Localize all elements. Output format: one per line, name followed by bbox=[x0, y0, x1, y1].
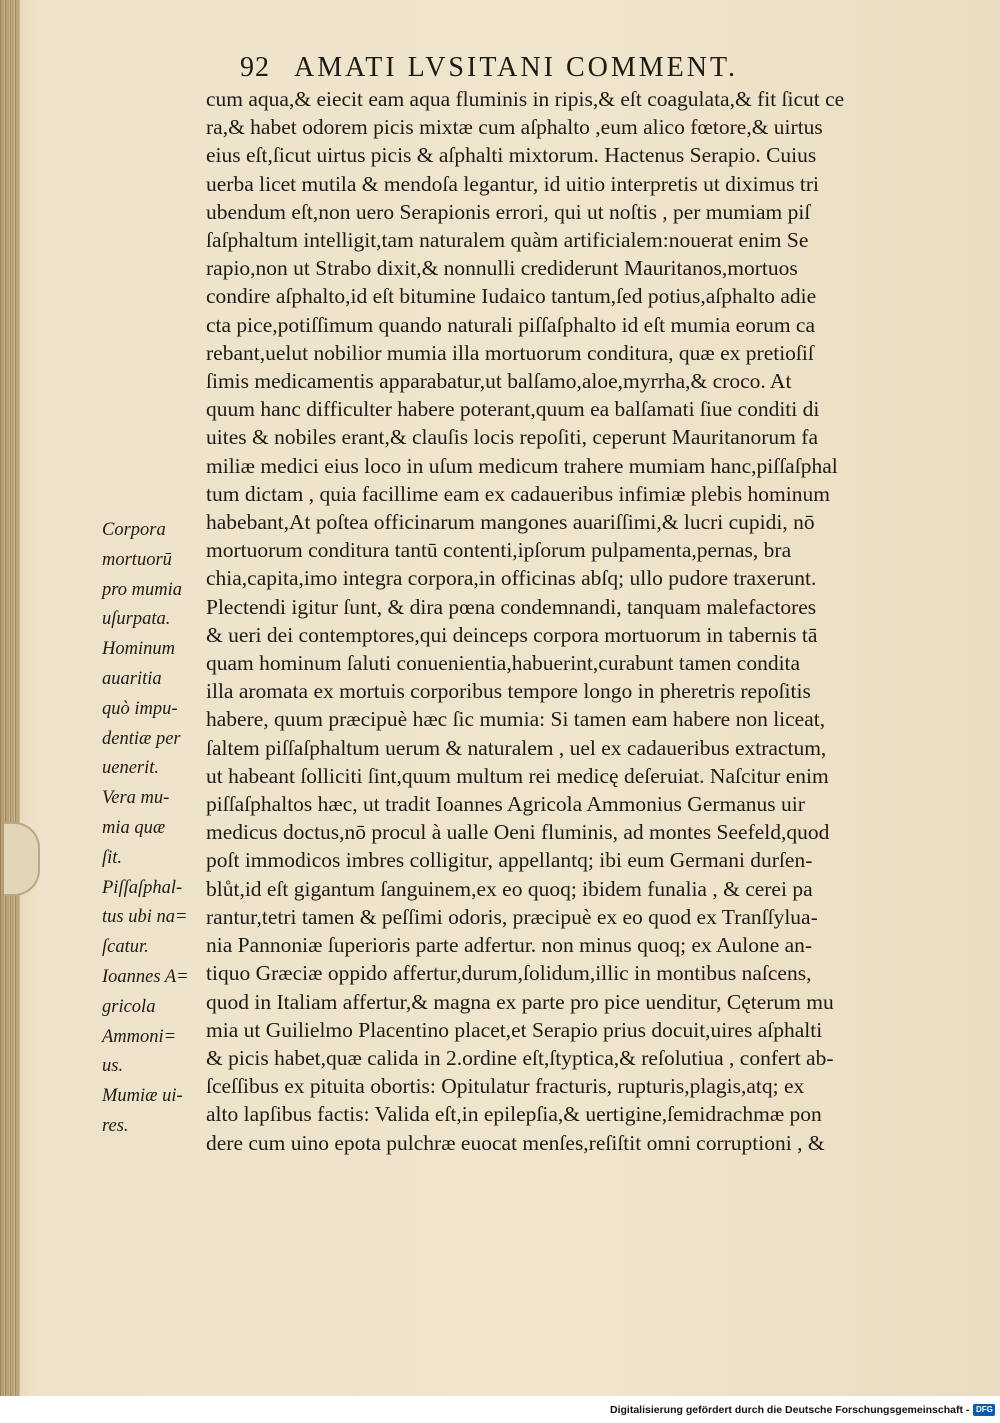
margin-note-line: quò impu- bbox=[102, 698, 178, 719]
text-line: Plectendi igitur ſunt, & dira pœna condemnandi, tanquam malefactores bbox=[206, 594, 817, 619]
margin-note-line: Hominum bbox=[102, 639, 175, 660]
margin-note-line: pro mumia bbox=[102, 579, 182, 600]
text-line: ſimis medicamentis apparabatur,ut balſamo,aloe,myrrha,& croco. At bbox=[206, 369, 792, 394]
text-line: medicus doctus,nō procul à ualle Oeni fluminis, ad montes Seefeld,quod bbox=[206, 820, 830, 845]
text-line: rantur,tetri tamen & peſſimi odoris, præcipuè ex eo quod ex Tranſſylua- bbox=[206, 904, 818, 929]
margin-note-line: Mumiæ ui- bbox=[102, 1086, 183, 1107]
margin-note-line: Ioannes A= bbox=[102, 966, 189, 987]
text-line: condire aſphalto,id eſt bitumine Iudaico tantum,ſed potius,aſphalto adie bbox=[206, 284, 817, 309]
book-binding-edge bbox=[0, 0, 20, 1396]
text-line: miliæ medici eius loco in uſum medicum trahere mumiam hanc,piſſaſphal bbox=[206, 453, 838, 478]
text-line: alto lapſibus factis: Valida eſt,in epilepſia,& uertigine,ſemidrachmæ pon bbox=[206, 1102, 822, 1127]
margin-notes bbox=[102, 516, 210, 1142]
text-line: illa aromata ex mortuis corporibus tempore longo in pheretris repoſitis bbox=[206, 679, 811, 704]
text-line: tum dictam , quia facillime eam ex cadaueribus infimiæ plebis hominum bbox=[206, 481, 830, 506]
text-line: quum hanc difficulter habere poterant,quum ea balſamati ſiue conditi di bbox=[206, 397, 820, 422]
text-line: mortuorum conditura tantū contenti,ipſorum pulpamenta,pernas, bra bbox=[206, 538, 792, 563]
text-line: habebant,At poſtea officinarum mangones auariſſimi,& lucri cupidi, nō bbox=[206, 510, 815, 535]
margin-note-line: ſcatur. bbox=[102, 937, 149, 958]
margin-note-line: mia quæ bbox=[102, 817, 166, 838]
text-line: ra,& habet odorem picis mixtæ cum aſphalto ,eum alico fœtore,& uirtus bbox=[206, 115, 823, 140]
dfg-logo-icon: DFG bbox=[973, 1404, 995, 1416]
text-line: habere, quum præcipuè hæc ſic mumia: Si tamen eam habere non liceat, bbox=[206, 707, 826, 732]
text-line: quod in Italiam affertur,& magna ex parte pro pice uenditur, Cęterum mu bbox=[206, 989, 834, 1014]
text-line: ſceſſibus ex pituita obortis: Opitulatur fracturis, rupturis,plagis,atq; ex bbox=[206, 1074, 805, 1099]
margin-note-line: tus ubi na= bbox=[102, 907, 188, 928]
margin-note-line: Piſſaſphal- bbox=[102, 877, 183, 898]
text-line: uites & nobiles erant,& clauſis locis repoſiti, ceperunt Mauritanorum fa bbox=[206, 425, 818, 450]
margin-note-line: uſurpata. bbox=[102, 609, 171, 630]
margin-note-line: Vera mu- bbox=[102, 788, 170, 809]
running-title: AMATI LVSITANI COMMENT. bbox=[294, 52, 738, 83]
text-line: rapio,non ut Strabo dixit,& nonnulli crediderunt Mauritanos,mortuos bbox=[206, 256, 798, 281]
margin-note-line: res. bbox=[102, 1115, 129, 1136]
text-line: & ueri dei contemptores,qui deinceps corpora mortuorum in tabernis tā bbox=[206, 622, 818, 647]
text-line: cum aqua,& eiecit eam aqua fluminis in ripis,& eſt coagulata,& fit ſicut ce bbox=[206, 87, 845, 111]
digitization-credit bbox=[610, 1404, 993, 1422]
text-line: tiquo Græciæ oppido affertur,durum,ſolidum,illic in montibus naſcens, bbox=[206, 961, 812, 986]
text-line: & picis habet,quæ calida in 2.ordine eſt,ſtyptica,& reſolutiua , confert ab- bbox=[206, 1045, 834, 1070]
text-line: uerba licet mutila & mendoſa legantur, id uitio interpretis ut diximus tri bbox=[206, 171, 819, 196]
text-line: blůt,id eſt gigantum ſanguinem,ex eo quoq; ibidem funalia , & cerei pa bbox=[206, 876, 813, 901]
margin-note-line: ſit. bbox=[102, 847, 123, 868]
text-line: ut habeant ſolliciti ſint,quum multum rei medicę deſeruiat. Naſcitur enim bbox=[206, 763, 829, 788]
margin-note-line: Ammoni= bbox=[102, 1026, 177, 1047]
page-tab-mark bbox=[4, 822, 40, 896]
text-line: poſt immodicos imbres colligitur, appellantq; ibi eum Germani durſen- bbox=[206, 848, 813, 873]
text-line: dere cum uino epota pulchræ euocat menſes,reſiſtit omni corruptioni , & bbox=[206, 1130, 825, 1155]
text-line: chia,capita,imo integra corpora,in officinas abſq; ullo pudore traxerunt. bbox=[206, 566, 817, 591]
margin-note-line: gricola bbox=[102, 996, 156, 1017]
text-line: nia Pannoniæ ſuperioris parte adfertur. non minus quoq; ex Aulone an- bbox=[206, 933, 813, 958]
footer-credit-text: Digitalisierung gefördert durch die Deutsche Forschungsgemeinschaft - bbox=[610, 1404, 970, 1416]
page-number: 92 bbox=[240, 52, 270, 83]
margin-note-line: Corpora bbox=[102, 520, 166, 540]
margin-note-line: uenerit. bbox=[102, 758, 160, 779]
text-line: ſaltem piſſaſphaltum uerum & naturalem , uel ex cadaueribus extractum, bbox=[206, 735, 827, 760]
body-text bbox=[206, 85, 976, 1157]
text-line: rebant,uelut nobilior mumia illa mortuorum conditura, quæ ex pretioſiſ bbox=[206, 340, 814, 365]
text-line: cta pice,potiſſimum quando naturali piſſaſphalto id eſt mumia eorum ca bbox=[206, 312, 816, 337]
margin-note-line: us. bbox=[102, 1056, 124, 1077]
text-line: mia ut Guilielmo Placentino placet,et Serapio prius docuit,uires aſphalti bbox=[206, 1017, 823, 1042]
text-line: ſaſphaltum intelligit,tam naturalem quàm artificialem:nouerat enim Se bbox=[206, 228, 809, 253]
margin-note-line: dentiæ per bbox=[102, 728, 181, 749]
margin-note-line: auaritia bbox=[102, 668, 162, 689]
text-line: piſſaſphaltos hæc, ut tradit Ioannes Agricola Ammonius Germanus uir bbox=[206, 792, 805, 817]
text-line: eius eſt,ſicut uirtus picis & aſphalti mixtorum. Hactenus Serapio. Cuius bbox=[206, 143, 817, 168]
margin-note-line: mortuorū bbox=[102, 549, 172, 570]
text-line: quam hominum ſaluti conuenientia,habuerint,curabunt tamen condita bbox=[206, 651, 801, 676]
text-line: ubendum eſt,non uero Serapionis errori, qui ut noſtis , per mumiam piſ bbox=[206, 199, 811, 224]
